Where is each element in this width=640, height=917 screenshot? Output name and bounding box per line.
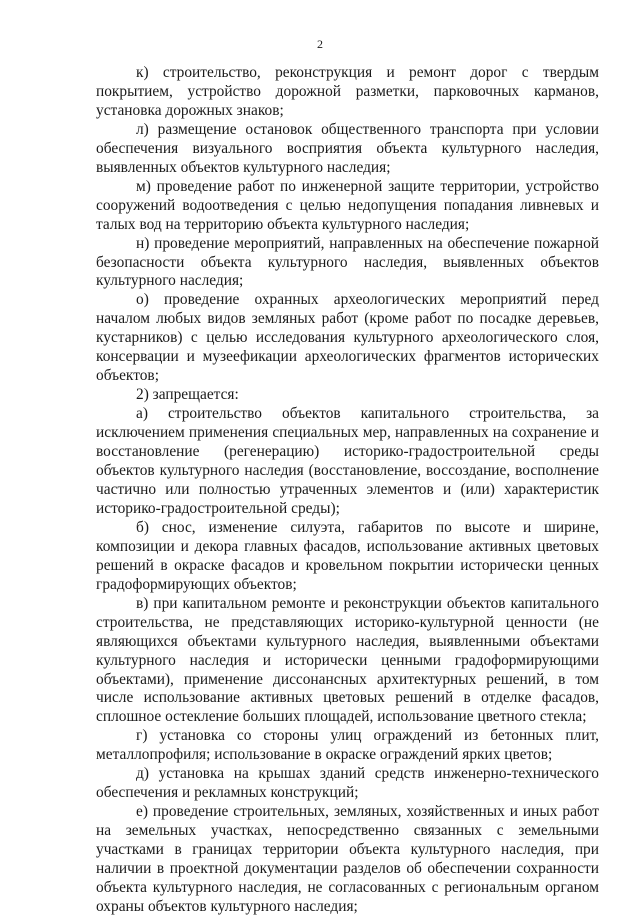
paragraph-o: о) проведение охранных археологических мероприятий перед началом любых видов земляных работ (кроме работ по посадке деревьев, кустарников) с целью исследования культурного археологического слоя, консервации и музеефикации археологических фрагментов исторических объектов;: [96, 291, 599, 385]
paragraph-m: м) проведение работ по инженерной защите территории, устройство сооружений водоотведения с целью недопущения попадания ливневых и талых вод на территорию объекта культурного наследия;: [96, 177, 599, 233]
paragraph-v: в) при капитальном ремонте и реконструкции объектов капитального строительства, не представляющих историко-культурной ценности (не являющихся объектами культурного наследия, выявленными объектами культурного наследия и исторически ценными градоформирующими объектами), применение диссонансных архитектурных решений, в том числе использование активных цветовых решений в отделке фасадов, сплошное остекление больших площадей, использование цветного стекла;: [96, 594, 599, 726]
page-number: 2: [317, 37, 323, 51]
document-body: [96, 64, 599, 917]
paragraph-n: н) проведение мероприятий, направленных на обеспечение пожарной безопасности объекта культурного наследия, выявленных объектов культурного наследия;: [96, 234, 599, 290]
section-heading-prohibited: 2) запрещается:: [136, 386, 239, 404]
paragraph-k: к) строительство, реконструкция и ремонт дорог с твердым покрытием, устройство дорожной разметки, парковочных карманов, установка дорожных знаков;: [96, 64, 599, 119]
paragraph-b: б) снос, изменение силуэта, габаритов по высоте и ширине, композиции и декора главных фасадов, использование активных цветовых решений в окраске фасадов и кровельном покрытии исторически ценных градоформирующих объектов;: [96, 518, 599, 593]
paragraph-e: е) проведение строительных, земляных, хозяйственных и иных работ на земельных участках, непосредственно связанных с земельными участками в границах территории объекта культурного наследия, при наличии в проектной документации разделов об обеспечении сохранности объекта культурного наследия, не согласованных с региональным органом охраны объектов культурного наследия;: [96, 803, 599, 915]
paragraph-d: д) установка на крышах зданий средств инженерно-технического обеспечения и рекламных конструкций;: [96, 765, 599, 802]
paragraph-g: г) установка со стороны улиц ограждений из бетонных плит, металлопрофиля; использование в окраске ограждений ярких цветов;: [96, 727, 599, 764]
paragraph-a: а) строительство объектов капитального строительства, за исключением применения специальных мер, направленных на сохранение и восстановление (регенерацию) историко-градостроительной среды объектов культурного наследия (восстановление, воссоздание, восполнение частично или полностью утраченных элементов и (или) характеристик историко-градостроительной среды);: [96, 405, 599, 517]
paragraph-l: л) размещение остановок общественного транспорта при условии обеспечения визуального восприятия объекта культурного наследия, выявленных объектов культурного наследия;: [96, 120, 599, 176]
